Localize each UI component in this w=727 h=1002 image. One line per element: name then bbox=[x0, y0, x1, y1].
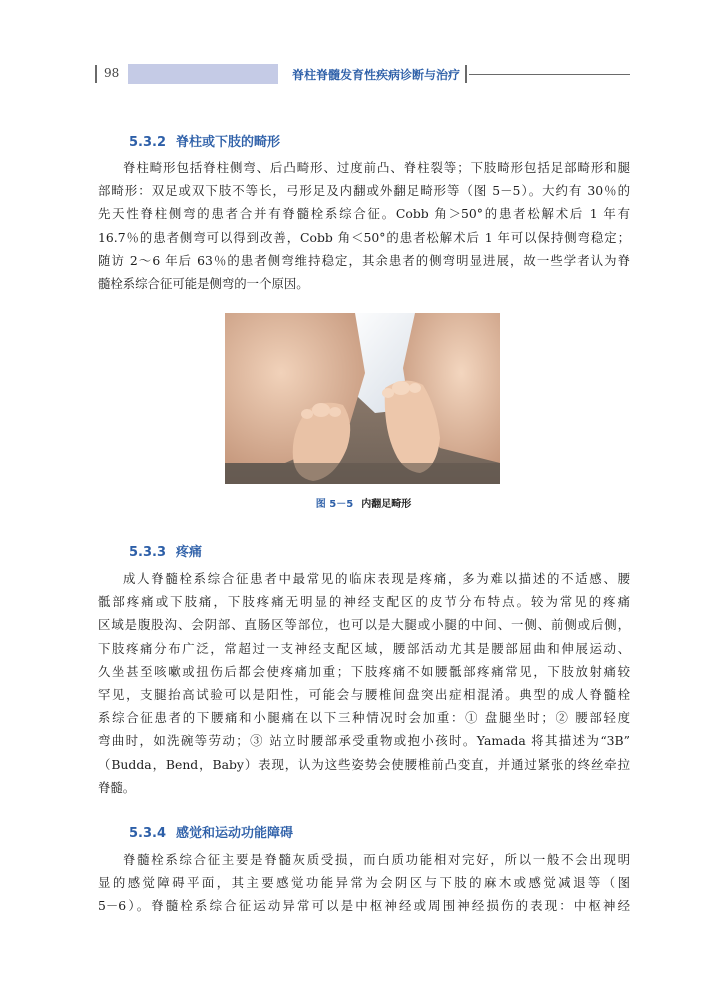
text-line: 脊髓栓系综合征主要是脊髓灰质受损，而白质功能相对完好，所以一般不会出现明 bbox=[123, 852, 630, 867]
header-divider bbox=[465, 65, 467, 83]
text-line: 骶部疼痛或下肢痛，下肢疼痛无明显的神经支配区的皮节分布特点。较为常见的疼痛 bbox=[98, 594, 630, 610]
text-line: 成人脊髓栓系综合征患者中最常见的临床表现是疼痛，多为难以描述的不适感、腰 bbox=[123, 571, 630, 586]
text-line: 脊髓。 bbox=[98, 779, 136, 795]
text-line: 久坐甚至咳嗽或扭伤后都会使疼痛加重；下肢疼痛不如腰骶部疼痛常见，下肢放射痛较 bbox=[98, 663, 630, 679]
section-heading-5-3-3 bbox=[129, 541, 202, 560]
header-left-bar bbox=[95, 65, 97, 83]
text-line: （Budda，Bend，Baby）表现，认为这些姿势会使腰椎前凸变直，并通过紧张的终丝牵拉 bbox=[98, 756, 630, 772]
text-line: 部畸形：双足或双下肢不等长，弓形足及内翻或外翻足畸形等（图 5－5）。大约有 30％的 bbox=[98, 183, 630, 199]
text-line: 显的感觉障碍平面，其主要感觉功能异常为会阴区与下肢的麻木或感觉减退等（图 bbox=[98, 875, 630, 891]
page-number: 98 bbox=[104, 66, 120, 80]
section-number: 5.3.2 bbox=[129, 135, 167, 150]
section-heading-5-3-4 bbox=[129, 822, 293, 841]
clubfoot-photo-illustration bbox=[225, 313, 500, 484]
figure-caption-text: 内翻足畸形 bbox=[361, 499, 412, 510]
section-title: 脊柱或下肢的畸形 bbox=[176, 135, 281, 150]
text-line: 罕见，支腿抬高试验可以是阳性，可能会与腰椎间盘突出症相混淆。典型的成人脊髓栓 bbox=[98, 687, 630, 703]
text-line: 随访 2～6 年后 63％的患者侧弯维持稳定，其余患者的侧弯明显进展，故一些学者认为脊 bbox=[98, 252, 630, 268]
text-line: 5－6）。脊髓栓系综合征运动异常可以是中枢神经或周围神经损伤的表现：中枢神经 bbox=[98, 898, 630, 914]
figure-caption bbox=[0, 495, 727, 510]
section-number: 5.3.3 bbox=[129, 545, 167, 560]
figure-label: 图 5－5 bbox=[315, 499, 354, 510]
text-line: 系综合征患者的下腰痛和小腿痛在以下三种情况时会加重：① 盘腿坐时；② 腰部轻度 bbox=[98, 710, 630, 726]
running-header bbox=[95, 62, 630, 86]
section-number: 5.3.4 bbox=[129, 826, 167, 841]
header-color-block bbox=[128, 64, 278, 84]
paragraph-pain bbox=[98, 567, 630, 799]
text-line: 16.7％的患者侧弯可以得到改善，Cobb 角＜50°的患者松解术后 1 年可以保持侧弯稳定； bbox=[98, 229, 630, 245]
text-line: 下肢疼痛分布广泛，常超过一支神经支配区域，腰部活动尤其是腰部屈曲和伸展运动、 bbox=[98, 640, 630, 656]
text-line: 区域是腹股沟、会阴部、直肠区等部位，也可以是大腿或小腿的中间、一侧、前侧或后侧， bbox=[98, 617, 630, 633]
paragraph-sensory-motor bbox=[98, 848, 630, 918]
text-line: 髓栓系综合征可能是侧弯的一个原因。 bbox=[98, 276, 309, 292]
text-line: 脊柱畸形包括脊柱侧弯、后凸畸形、过度前凸、脊柱裂等；下肢畸形包括足部畸形和腿 bbox=[123, 160, 630, 175]
header-rule bbox=[469, 74, 630, 75]
text-line: 弯曲时，如洗碗等劳动；③ 站立时腰部承受重物或抱小孩时。Yamada 将其描述为“3B” bbox=[98, 733, 630, 749]
section-heading-5-3-2 bbox=[129, 131, 280, 150]
text-line: 先天性脊柱侧弯的患者合并有脊髓栓系综合征。Cobb 角＞50°的患者松解术后 1 年有 bbox=[98, 206, 630, 222]
paragraph-deformity bbox=[98, 156, 630, 295]
section-title: 感觉和运动功能障碍 bbox=[176, 826, 294, 841]
book-title: 脊柱脊髓发育性疾病诊断与治疗 bbox=[292, 68, 461, 82]
section-title: 疼痛 bbox=[176, 545, 203, 560]
figure-clubfoot-photo bbox=[225, 313, 500, 484]
